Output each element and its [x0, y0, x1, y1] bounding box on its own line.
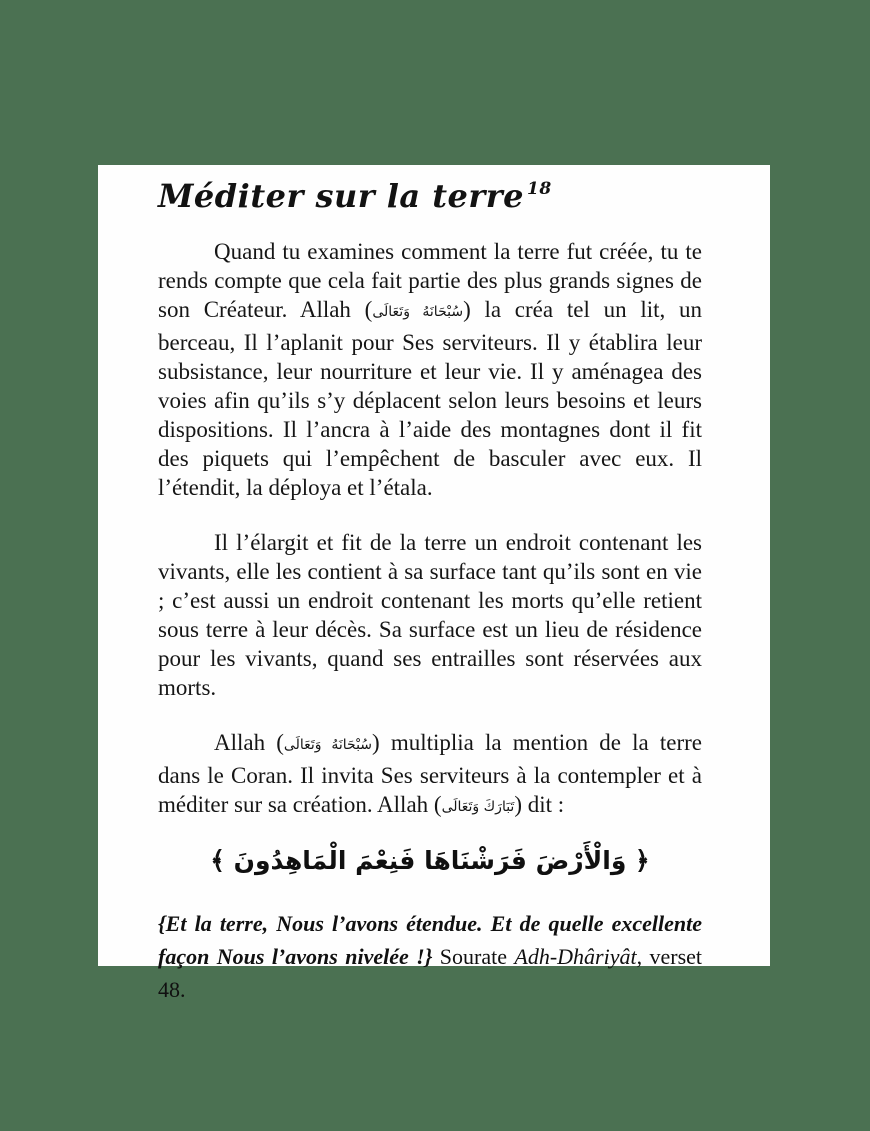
page-title-text: Méditer sur la terre — [158, 177, 524, 215]
paragraph-creation — [158, 237, 702, 502]
arabic-honorific-subhanahu: سُبْحَانَهُ وَتَعَالَى — [372, 304, 464, 320]
page-title — [158, 173, 702, 225]
paragraph-coran-text-2: ) multiplia la mention de la terre dans le Coran. Il invita Ses serviteurs à la contempler et à méditer sur sa création. Allah ( — [158, 730, 702, 817]
footnote-reference: 18 — [526, 179, 552, 199]
verse-translation — [158, 907, 702, 1006]
paragraph-coran-text-1: Allah ( — [214, 730, 284, 755]
paragraph-creation-text-before: Quand tu examines comment la terre fut créée, tu te rends compte que cela fait partie des plus grands signes de son Créateur. Allah ( — [158, 239, 702, 322]
paragraph-surface — [158, 528, 702, 702]
book-page — [98, 165, 770, 1002]
verse-number: , verset 48. — [158, 944, 703, 1002]
quran-verse-arabic: ﴿ وَالْأَرْضَ فَرَشْنَاهَا فَنِعْمَ الْمَاهِدُونَ ﴾ — [210, 846, 650, 875]
paragraph-coran-text-3: ) dit : — [514, 792, 565, 817]
verse-source-label: Sourate — [432, 944, 515, 969]
verse-translation-quote: {Et la terre, Nous l’avons étendue. Et de quelle excellente façon Nous l’avons nivelée !} — [158, 911, 702, 969]
paragraph-surface-text: Il l’élargit et fit de la terre un endroit contenant les vivants, elle les contient à sa surface tant qu’ils sont en vie ; c’est aussi un endroit contenant les morts qu’elle retient sous terre à leur décès. Sa surface est un lieu de résidence pour les vivants, quand ses entrailles sont réservées aux morts. — [158, 530, 702, 700]
paragraph-creation-text-after: ) la créa tel un lit, un berceau, Il l’aplanit pour Ses serviteurs. Il y établira leur subsistance, leur nourriture et leur vie. Il y aménagea des voies afin qu’ils s’y déplacent selon leurs besoins et leurs dispositions. Il l’ancra à l’aide des montagnes dont il fit des piquets qui l’empêchent de basculer avec eux. Il l’étendit, la déploya et l’étala. — [158, 297, 702, 500]
arabic-honorific-subhanahu-2: سُبْحَانَهُ وَتَعَالَى — [283, 737, 373, 753]
arabic-honorific-tabaraka: تَبَارَكَ وَتَعَالَى — [441, 799, 515, 815]
surah-name: Adh-Dhâriyât — [514, 944, 637, 969]
paragraph-coran — [158, 728, 702, 823]
